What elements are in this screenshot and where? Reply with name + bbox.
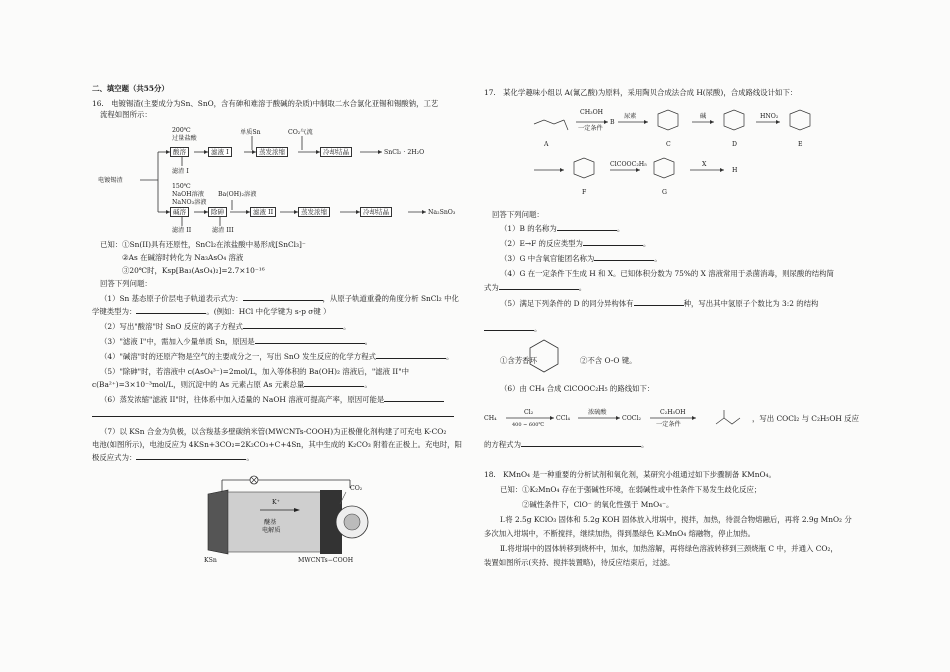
q17-p6c: 的方程式为 。 bbox=[484, 440, 649, 449]
flow-slag1: 滤渣 I bbox=[172, 168, 189, 175]
route-cond3b: 一定条件 bbox=[656, 421, 681, 428]
q17-p4b: 式为 。 bbox=[484, 283, 587, 292]
q16-answer-prompt: 回答下列问题： bbox=[100, 279, 152, 288]
battery-diagram bbox=[200, 470, 370, 566]
route-cocl2: COCl₂ bbox=[622, 415, 642, 422]
route-cond2: 浓硫酸 bbox=[588, 409, 607, 416]
label-a: A bbox=[544, 141, 549, 148]
flow-product2: Na₂SnO₃ bbox=[428, 209, 456, 216]
battery-ion: K⁺ bbox=[272, 499, 280, 506]
flow-bot-cond1: 150℃ bbox=[172, 183, 191, 190]
q17-p2: （2）E→F 的反应类型为 。 bbox=[500, 239, 651, 248]
flow-top-cond1: 200℃ bbox=[172, 127, 191, 134]
q16-p2: （2）写出"酸溶"时 SnO 反应的离子方程式 。 bbox=[100, 322, 351, 331]
q18-stem: 18. KMnO₄ 是一种重要的分析试剂和氧化剂，某研究小组通过如下步骤制备 KMnO₄。 bbox=[484, 470, 776, 479]
label-e: E bbox=[798, 141, 803, 148]
flow-evap2: 蒸发浓缩 bbox=[298, 207, 330, 217]
q17-p3: （3）G 中含氧官能团名称为 。 bbox=[500, 254, 662, 263]
route-cond1: Cl₂ bbox=[524, 409, 534, 416]
route-base: 碱 bbox=[700, 113, 707, 120]
flow-bot-cond3: NaNO₃溶液 bbox=[172, 199, 207, 206]
flow-add-sn: 单质Sn bbox=[240, 129, 261, 136]
q16-p1a: （1）Sn 基态原子价层电子轨道表示式为： ，从原子轨道重叠的角度分析 SnCl₂ 中化 bbox=[100, 294, 459, 303]
flow-acid-leach: 酸溶 bbox=[170, 147, 189, 157]
q16-flow-chart bbox=[92, 122, 462, 234]
q16-stem-line2: 流程如图所示： bbox=[100, 110, 152, 119]
q16-p6-blank bbox=[92, 410, 454, 420]
battery-neg: KSn bbox=[204, 557, 217, 564]
route-reagent1: CH₃OH bbox=[580, 109, 604, 116]
route-cond3: C₂H₅OH bbox=[660, 409, 686, 416]
q18-known1: 已知：①K₂MnO₄ 存在于强碱性环境，在弱碱性或中性条件下易发生歧化反应； bbox=[500, 485, 762, 494]
flow-baoh: Ba(OH)₂溶液 bbox=[218, 191, 257, 198]
flow-product1: SnCl₂ · 2H₂O bbox=[384, 149, 425, 156]
flow-filtrate1: 滤液 I bbox=[208, 147, 232, 157]
flow-top-cond2: 过量盐酸 bbox=[172, 135, 197, 142]
flow-filtrate2: 滤液 II bbox=[250, 207, 276, 217]
label-g: G bbox=[662, 189, 667, 196]
q18-step1a: Ⅰ.将 2.5g KClO₃ 固体和 5.2g KOH 固体放入坩埚中，搅拌，加热，待混合物熔融后，再将 2.9g MnO₂ 分 bbox=[500, 515, 852, 524]
label-c: C bbox=[666, 141, 671, 148]
flow-bot-cond2: NaOH溶液 bbox=[172, 191, 204, 198]
q18-step2a: Ⅱ.将坩埚中的固体转移到烧杯中，加水，加热溶解，再将绿色溶液转移到三颈烧瓶 C 中，并通入 CO₂， bbox=[500, 544, 838, 553]
q16-p1c: 学键类型为： 。(例如：HCl 中化学键为 s-p σ键 ） bbox=[92, 307, 331, 316]
route-reagent1b: 一定条件 bbox=[578, 125, 603, 132]
q17-synthesis-route bbox=[524, 100, 864, 210]
route-hno2: HNO₂ bbox=[760, 113, 779, 120]
flow-start: 电镀锡渣 bbox=[98, 177, 123, 184]
label-d: D bbox=[732, 141, 737, 148]
synthesis-structures bbox=[524, 100, 864, 210]
q17-p6: （6）由 CH₄ 合成 ClCOOC₂H₅ 的路线如下： bbox=[500, 384, 655, 393]
flow-slag3: 滤渣 III bbox=[212, 227, 234, 234]
flow-dearsenic: 除砷 bbox=[208, 207, 227, 217]
q16-p3: （3）"滤液 I"中，需加入少量单质 Sn，原因是 。 bbox=[100, 337, 372, 346]
q17-p1: （1）B 的名称为 。 bbox=[500, 224, 625, 233]
route-urea: 尿素 bbox=[624, 113, 637, 120]
q16-p7a: （7）以 KSn 合金为负极，以含羧基多壁碳纳米管(MWCNTs-COOH)为正极催化剂构建了可充电 K-CO₂ bbox=[100, 427, 447, 436]
flow-cool1: 冷却结晶 bbox=[320, 147, 352, 157]
q18-step1b: 多次加入坩埚中，不断搅拌，继续加热，得到墨绿色 K₂MnO₄ 熔融物，停止加热。 bbox=[484, 529, 756, 538]
battery-co2: CO₂ bbox=[350, 485, 363, 492]
flow-cool2: 冷却结晶 bbox=[360, 207, 392, 217]
route-ccl4: CCl₄ bbox=[556, 415, 570, 422]
q17-p4a: （4）G 在一定条件下生成 H 和 X。已知体积分数为 75%的 X 溶液常用于杀菌消毒，则尿酸的结构简 bbox=[500, 269, 834, 278]
q16-stem-line1: 16. 电镀锡渣(主要成分为Sn、SnO，含有砷和难溶于酸碱的杂质)中制取二水合氯化亚锡和锡酸钠，工艺 bbox=[92, 99, 439, 108]
route-b: B bbox=[610, 119, 615, 126]
battery-figure bbox=[200, 470, 370, 566]
q17-p6b: ，写出 COCl₂ 与 C₂H₅OH 反应 bbox=[752, 414, 859, 423]
q17-ch4-route bbox=[484, 402, 864, 442]
route-cond1b: 400 ~ 600℃ bbox=[512, 422, 545, 428]
battery-electrolyte2: 电解质 bbox=[262, 527, 281, 534]
label-f: F bbox=[582, 189, 587, 196]
q17-p5c1: ①含芳香环 bbox=[500, 356, 537, 365]
q16-p4: （4）"碱溶"时的还原产物是空气的主要成分之一，写出 SnO 发生反应的化学方程式 。 bbox=[100, 352, 454, 361]
q16-p5a: （5）"除砷"时，若溶液中 c(AsO₄³⁻)=2mol/L，加入等体积的 Ba(OH)₂ 溶液后，"滤液 II"中 bbox=[100, 367, 410, 376]
flow-slag2: 滤渣 II bbox=[172, 227, 192, 234]
q17-p5c2: ②不含 O-O 键。 bbox=[580, 356, 637, 365]
q16-known1: 已知：①Sn(II)具有还原性，SnCl₂在浓盐酸中易形成[SnCl₃]⁻ bbox=[100, 240, 306, 249]
q17-p5-blank: 。 bbox=[484, 324, 541, 334]
q16-p7b: 电池(如图所示)，电池反应为 4KSn+3CO₂=2K₂CO₃+C+4Sn，其中生成的 K₂CO₃ 附着在正极上。充电时，阳 bbox=[92, 440, 462, 449]
label-h: H bbox=[732, 167, 738, 174]
q16-p6: （6）蒸发浓缩"滤液 II"时，往体系中加入适量的 NaOH 溶液可提高产率，原因可能是 bbox=[100, 395, 444, 405]
q18-known2: ②碱性条件下，ClO⁻ 的氧化性强于 MnO₄⁻。 bbox=[522, 500, 674, 509]
q18-step2b: 装置如图所示(夹持、搅拌装置略)，待反应结束后，过滤。 bbox=[484, 558, 675, 567]
flow-evap1: 蒸发浓缩 bbox=[256, 147, 288, 157]
route-ester: ClCOOC₂H₅ bbox=[610, 161, 647, 168]
q17-prompt: 回答下列问题： bbox=[492, 210, 544, 219]
route-x: X bbox=[702, 161, 707, 168]
flow-arrows bbox=[92, 122, 462, 234]
flow-co2: CO₂气流 bbox=[288, 129, 313, 136]
section-title: 二、填空题（共55分） bbox=[92, 84, 169, 93]
q16-known2: ②As 在碱溶时转化为 Na₃AsO₄ 溶液 bbox=[122, 253, 244, 262]
q17-stem: 17. 某化学趣味小组以 A(氰乙酸)为原料，采用陶贝合成法合成 H(尿酸)，合成路线设计如下： bbox=[484, 88, 798, 97]
q16-p7c: 极反应式为： 。 bbox=[92, 453, 254, 462]
q17-p5: （5）满足下列条件的 D 的同分异构体有 种，写出其中氢原子个数比为 3:2 的结构 bbox=[500, 299, 819, 308]
q16-p5b: c(Ba²⁺)=3×10⁻³mol/L，则沉淀中的 As 元素占原 As 元素总量 。 bbox=[92, 380, 372, 389]
battery-electrolyte1: 醚基 bbox=[264, 519, 277, 526]
route-ch4: CH₄ bbox=[484, 415, 497, 422]
battery-pos: MWCNTs−COOH bbox=[298, 557, 354, 564]
q16-known3: ③20℃时，Ksp[Ba₃(AsO₄)₂]=2.7×10⁻¹⁶ bbox=[122, 266, 265, 275]
flow-alkali-leach: 碱溶 bbox=[170, 207, 189, 217]
